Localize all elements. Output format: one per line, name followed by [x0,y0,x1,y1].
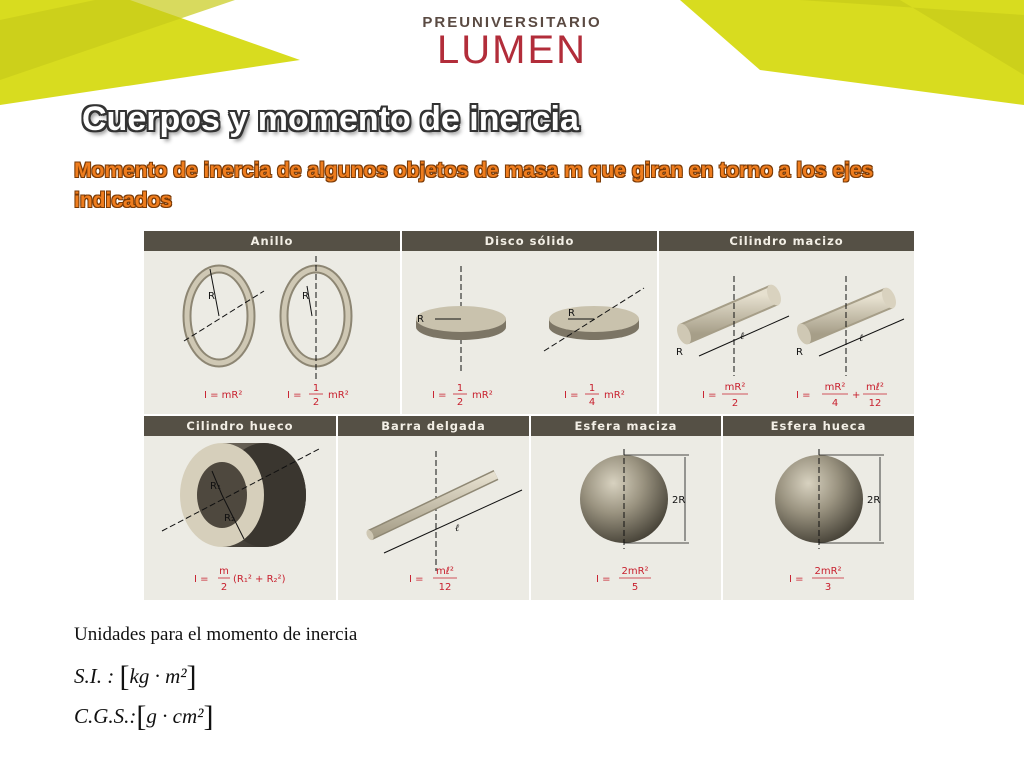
svg-text:2: 2 [456,397,464,408]
radius-label: R [796,347,803,358]
cgs-label: C.G.S.: [74,704,137,728]
header-barra-delgada: Barra delgada [338,416,529,436]
svg-text:I = mR²: I = mR² [204,390,243,401]
units-heading: Unidades para el momento de inercia [74,624,358,645]
bracket-icon: ] [186,660,197,693]
formula-cylinder-b [796,382,887,409]
svg-text:2: 2 [312,397,320,408]
brand-top-text: PREUNIVERSITARIO [422,14,602,31]
formula-ring-a [204,390,242,401]
hollow-cylinder-figure [162,443,319,547]
length-label: ℓ [455,523,460,534]
svg-text:I =: I = [564,390,579,401]
diameter-label: 2R [672,495,686,506]
svg-text:2mR²: 2mR² [814,566,842,577]
length-label: ℓ [859,333,864,344]
svg-text:1: 1 [588,383,596,394]
svg-text:I =: I = [789,574,804,585]
svg-text:4: 4 [831,398,839,409]
svg-text:I =: I = [194,574,209,585]
header-cilindro-macizo: Cilindro macizo [659,231,914,251]
svg-text:4: 4 [588,397,596,408]
svg-text:I =: I = [432,390,447,401]
header-disco-solido: Disco sólido [402,231,657,251]
svg-text:mR²: mR² [328,390,349,401]
thin-rod-figure [365,451,522,571]
ring-figure [284,256,348,381]
formula-thin-rod [409,566,457,593]
solid-cylinder-figure [794,276,904,376]
formula-disk-b [564,383,625,408]
svg-text:mR²: mR² [604,390,625,401]
svg-text:I =: I = [596,574,611,585]
svg-text:mR²: mR² [824,382,846,393]
formula-ring-b [287,383,349,408]
svg-text:1: 1 [312,383,320,394]
outer-radius-label: R₂ [224,513,235,524]
svg-text:2mR²: 2mR² [621,566,649,577]
disk-figure [544,288,644,351]
radius-label: R [676,347,683,358]
slide-subtitle: Momento de inercia de algunos objetos de masa m que giran en torno a los ejes indicados [74,159,874,212]
svg-text:mℓ²: mℓ² [866,382,884,393]
svg-text:I =: I = [287,390,302,401]
diameter-label: 2R [867,495,881,506]
formula-hollow-sphere [789,566,844,593]
svg-text:1: 1 [456,383,464,394]
header-esfera-maciza: Esfera maciza [531,416,721,436]
cgs-value: g · cm² [146,704,204,728]
radius-label: R [417,314,424,325]
solid-sphere-figure [580,449,689,549]
bracket-icon: ] [203,700,214,733]
formula-hollow-cylinder [194,566,286,593]
inertia-figures [144,231,914,600]
svg-text:12: 12 [438,582,452,593]
svg-text:mR²: mR² [724,382,746,393]
radius-label: R [302,291,309,302]
ring-figure [184,269,264,363]
svg-text:mℓ²: mℓ² [436,566,454,577]
svg-text:2: 2 [220,582,228,593]
inner-radius-label: R₁ [210,481,221,492]
si-value: kg · m² [129,664,187,688]
formula-disk-a [432,383,493,408]
svg-text:(R₁² + R₂²): (R₁² + R₂²) [233,574,286,585]
si-units-line [74,660,197,694]
formula-solid-sphere [596,566,651,593]
svg-text:mR²: mR² [472,390,493,401]
svg-text:m: m [219,566,229,577]
hollow-sphere-figure [775,449,884,549]
svg-text:12: 12 [868,398,882,409]
solid-cylinder-figure [674,276,789,376]
svg-text:3: 3 [824,582,832,593]
svg-text:2: 2 [731,398,739,409]
svg-text:I =: I = [702,390,717,401]
bracket-icon: [ [136,700,147,733]
header-anillo: Anillo [144,231,400,251]
svg-text:I =: I = [796,390,811,401]
inertia-table [144,231,914,600]
header-esfera-hueca: Esfera hueca [723,416,914,436]
si-label: S.I. : [74,664,115,688]
svg-text:I =: I = [409,574,424,585]
svg-text:+: + [852,390,861,401]
radius-label: R [208,291,215,302]
length-label: ℓ [740,331,745,342]
disk-figure [416,266,506,371]
formula-cylinder-a [702,382,748,409]
slide-title: Cuerpos y momento de inercia [82,100,579,138]
brand-logo-text: LUMEN [436,28,588,72]
bracket-icon: [ [119,660,130,693]
svg-text:5: 5 [631,582,639,593]
radius-label: R [568,308,575,319]
cgs-units-line [74,700,213,734]
header-cilindro-hueco: Cilindro hueco [144,416,336,436]
